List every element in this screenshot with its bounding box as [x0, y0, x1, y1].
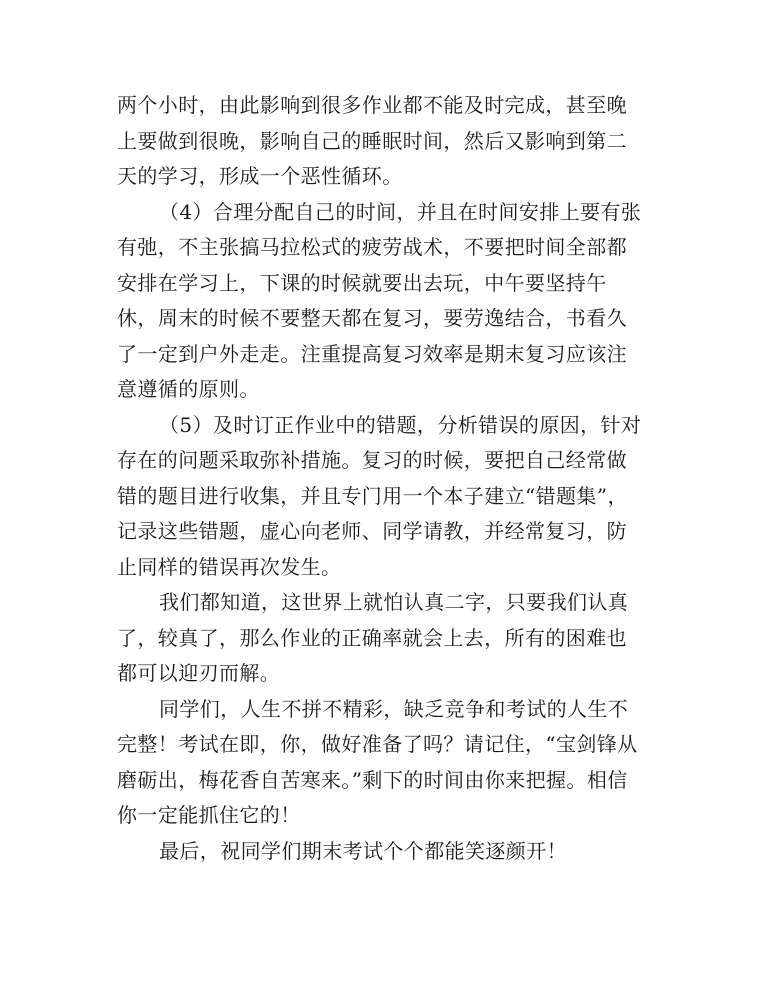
text-line: 止同样的错误再次发生。	[117, 554, 342, 579]
text-line: 都可以迎刃而解。	[117, 661, 281, 685]
text-line: 天的学习，形成一个恶性循环。	[117, 164, 403, 188]
paragraph-start-line: （5）及时订正作业中的错题，分析错误的原因，针对	[159, 412, 642, 437]
text-line: 你一定能抓住它的！	[117, 803, 301, 827]
paragraph-start-line: 我们都知道，这世界上就怕认真二字，只要我们认真	[159, 590, 629, 614]
text-line: 有弛，不主张搞马拉松式的疲劳战术，不要把时间全部都	[117, 235, 627, 259]
text-line: 休，周末的时候不要整天都在复习，要劳逸结合，书看久	[117, 306, 627, 330]
text-line: 磨砺出，梅花香自苦寒来。”剩下的时间由你来把握。相信	[117, 767, 628, 792]
paragraph-start-line: （4）合理分配自己的时间，并且在时间安排上要有张	[159, 199, 642, 224]
text-line: 安排在学习上，下课的时候就要出去玩，中午要坚持午	[117, 270, 607, 295]
text-line: 记录这些错题，虚心向老师、同学请教，并经常复习，防	[117, 519, 627, 543]
text-line: 上要做到很晚，影响自己的睡眠时间，然后又影响到第二	[117, 128, 627, 153]
text-line: 了一定到户外走走。注重提高复习效率是期末复习应该注	[117, 341, 627, 366]
text-line: 存在的问题采取弥补措施。复习的时候，要把自己经常做	[117, 448, 627, 472]
paragraph-start-line: 同学们，人生不拼不精彩，缺乏竞争和考试的人生不	[159, 696, 629, 721]
text-line: 错的题目进行收集，并且专门用一个本子建立“错题集”，	[117, 483, 628, 508]
paragraph-start-line: 最后，祝同学们期末考试个个都能笑逐颜开！	[159, 838, 567, 863]
text-line: 意遵循的原则。	[117, 377, 260, 401]
text-line: 完整！考试在即，你，做好准备了吗？请记住，“宝剑锋从	[117, 732, 638, 756]
text-line: 两个小时，由此影响到很多作业都不能及时完成，甚至晚	[117, 93, 627, 117]
text-line: 了，较真了，那么作业的正确率就会上去，所有的困难也	[117, 625, 627, 650]
document-page	[117, 88, 653, 869]
